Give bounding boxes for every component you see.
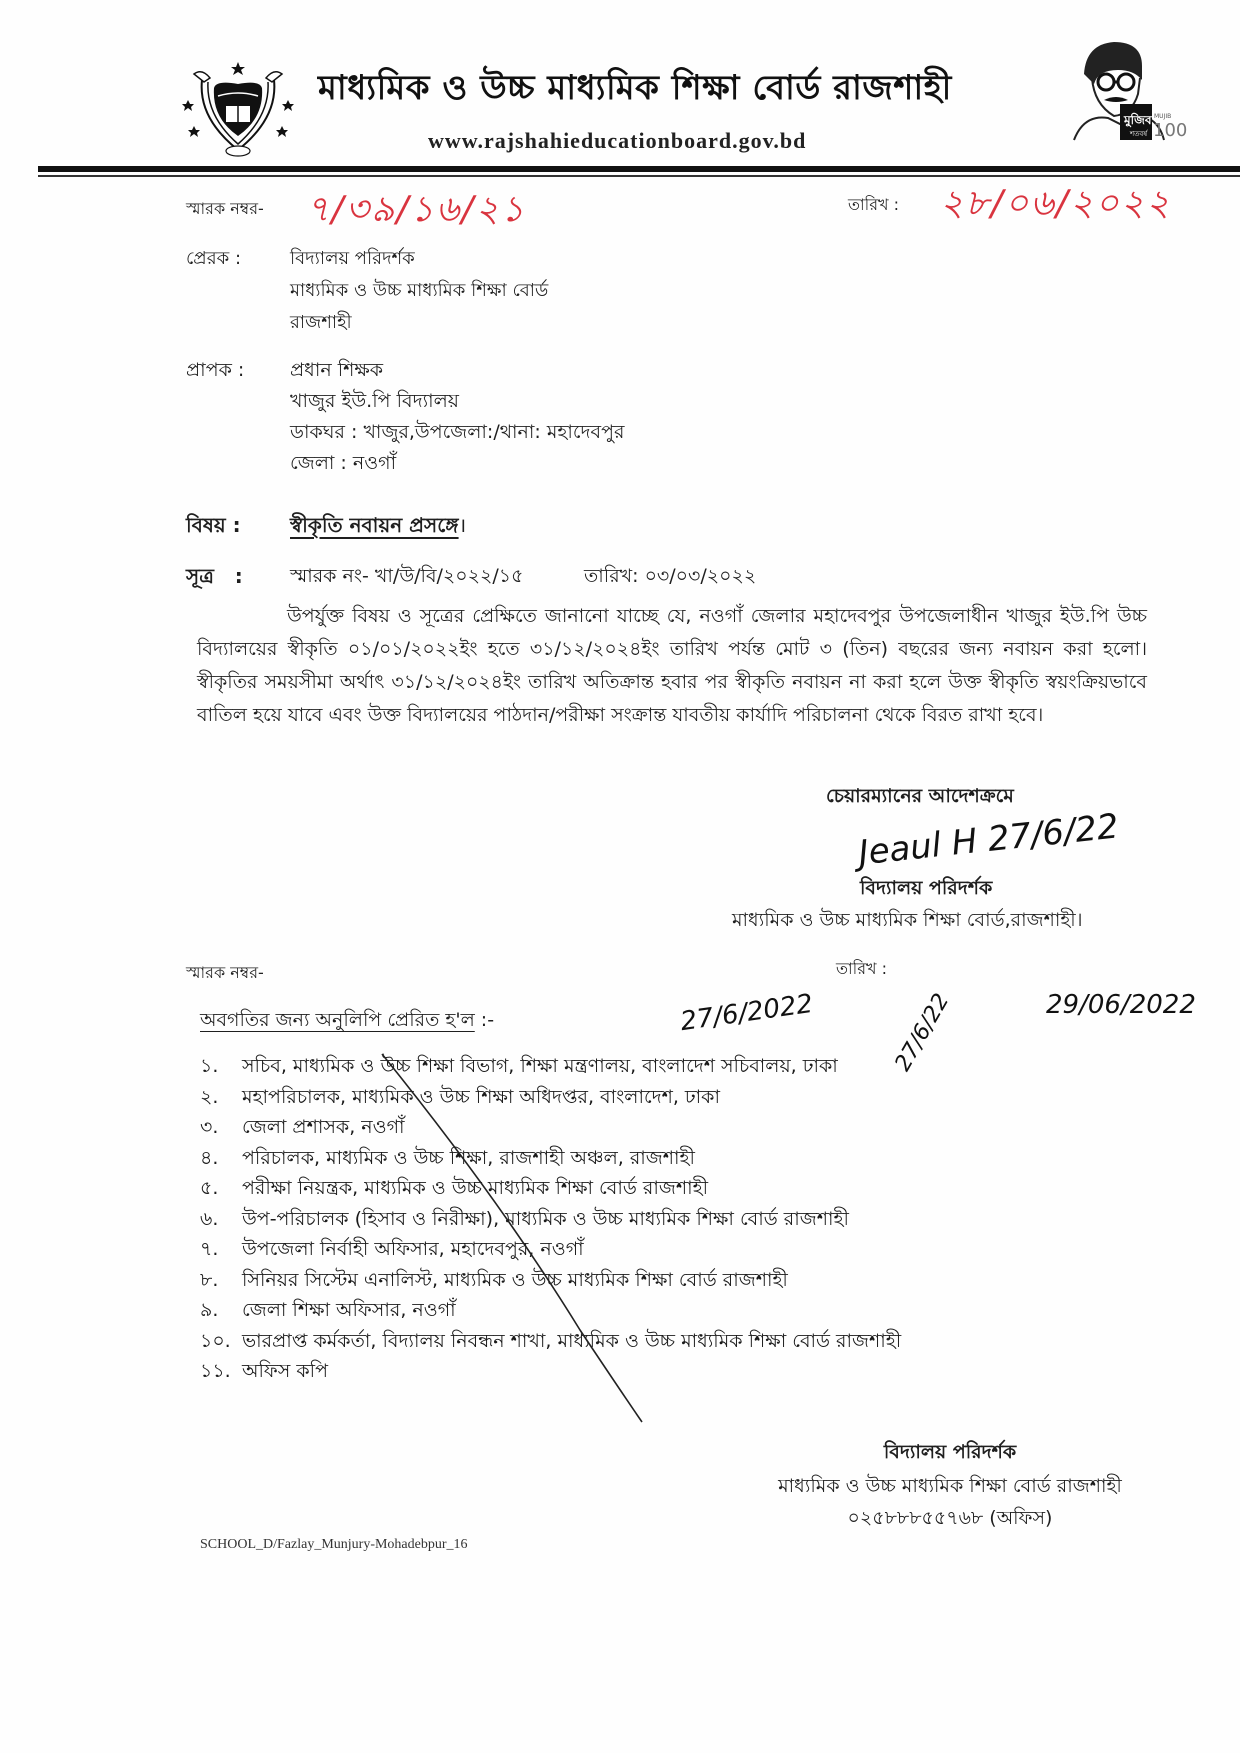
memo-number-handwritten: ৭/৩৯/১৬/২১ (306, 189, 527, 230)
reference-memo: স্মারক নং- খা/উ/বি/২০২২/১৫ (290, 565, 524, 587)
signatory-title: বিদ্যালয় পরিদর্শক (860, 877, 993, 899)
reference-date: তারিখ: ০৩/০৩/২০২২ (584, 565, 757, 587)
svg-text:মুজিব: মুজিব (1124, 113, 1152, 127)
cc-item: ৭. উপজেলা নির্বাহী অফিসার, মহাদেবপুর, নওগাঁ (200, 1238, 584, 1260)
svg-text:100: 100 (1153, 120, 1188, 141)
cc-item: ৫. পরীক্ষা নিয়ন্ত্রক, মাধ্যমিক ও উচ্চ মাধ্যমিক শিক্ষা বোর্ড রাজশাহী (200, 1177, 709, 1199)
cc-item: ১০. ভারপ্রাপ্ত কর্মকর্তা, বিদ্যালয় নিবন্ধন শাখা, মাধ্যমিক ও উচ্চ মাধ্যমিক শিক্ষা বোর্ড রাজশাহী (200, 1329, 902, 1352)
recipient-label: প্রাপক : (186, 359, 245, 381)
recipient-block (290, 356, 624, 480)
board-website: www.rajshahieducationboard.gov.bd (428, 128, 807, 153)
cc-item: ১১. অফিস কপি (200, 1360, 328, 1382)
board-emblem-icon (178, 58, 298, 158)
cc-item: ৪. পরিচালক, মাধ্যমিক ও উচ্চ শিক্ষা, রাজশাহী অঞ্চল, রাজশাহী (200, 1146, 695, 1169)
date-label: তারিখ : (848, 195, 900, 214)
signatory-org: মাধ্যমিক ও উচ্চ মাধ্যমিক শিক্ষা বোর্ড,রাজশাহী। (732, 909, 1083, 931)
svg-text:MUJIB: MUJIB (1154, 113, 1172, 120)
recipient-line: ডাকঘর : খাজুর,উপজেলা:/থানা: মহাদেবপুর (290, 421, 625, 443)
memo-label: স্মারক নম্বর- (186, 199, 264, 218)
subject-text: স্বীকৃতি নবায়ন প্রসঙ্গে (290, 513, 459, 537)
signatory-2-title: বিদ্যালয় পরিদর্শক (883, 1441, 1017, 1463)
header-rule (38, 166, 1240, 172)
cc-item: ৩. জেলা প্রশাসক, নওগাঁ (200, 1116, 405, 1138)
cc-heading-suffix: :- (474, 1009, 495, 1031)
subject-end: । (458, 513, 467, 537)
signatory-2-phone: ০২৫৮৮৮৫৫৭৬৮ (অফিস) (847, 1507, 1053, 1529)
recipient-line: খাজুর ইউ.পি বিদ্যালয় (290, 390, 459, 412)
order-line: চেয়ারম্যানের আদেশক্রমে (826, 785, 1014, 807)
pen-stroke-mark (380, 1050, 680, 1430)
signature-handwritten: Jeaul H 27/6/22 (856, 806, 1121, 874)
reference-label: সূত্র : (186, 564, 243, 588)
signatory-2-org: মাধ্যমিক ও উচ্চ মাধ্যমিক শিক্ষা বোর্ড রাজশাহী (778, 1475, 1122, 1497)
sender-line: বিদ্যালয় পরিদর্শক (290, 248, 415, 269)
mujib-100-portrait-icon (1064, 34, 1188, 144)
sender-line: রাজশাহী (290, 312, 352, 333)
initials-handwritten-3: 29/06/2022 (1046, 990, 1196, 1020)
memo-2-label: স্মারক নম্বর- (186, 963, 264, 982)
memo-2-date-label: তারিখ : (836, 959, 888, 978)
cc-heading (200, 1006, 494, 1038)
sender-block (290, 244, 548, 340)
cc-item: ৯. জেলা শিক্ষা অফিসার, নওগাঁ (200, 1299, 456, 1321)
svg-text:শতবর্ষ: শতবর্ষ (1130, 130, 1148, 138)
cc-item: ৮. সিনিয়র সিস্টেম এনালিস্ট, মাধ্যমিক ও উচ্চ মাধ্যমিক শিক্ষা বোর্ড রাজশাহী (200, 1268, 788, 1291)
recipient-line: প্রধান শিক্ষক (290, 359, 384, 381)
date-handwritten: ২৮/০৬/২০২২ (940, 183, 1172, 224)
subject-label: বিষয় : (186, 513, 241, 537)
cc-item: ২. মহাপরিচালক, মাধ্যমিক ও উচ্চ শিক্ষা অধিদপ্তর, বাংলাদেশ, ঢাকা (200, 1085, 720, 1108)
sender-label: প্রেরক : (186, 248, 242, 269)
cc-heading-text: অবগতির জন্য অনুলিপি প্রেরিত হ'ল (200, 1009, 475, 1031)
document-code: SCHOOL_D/Fazlay_Munjury-Mohadebpur_16 (200, 1537, 468, 1552)
letter-body: উপর্যুক্ত বিষয় ও সূত্রের প্রেক্ষিতে জানানো যাচ্ছে যে, নওগাঁ জেলার মহাদেবপুর উপজেলাধীন খাজুর ইউ.পি উচ্চ বিদ্যালয়ের স্বীকৃতি ০১/০১/২০২২ইং হতে ৩১/১২/২০২৪ইং তারিখ পর্যন্ত মোট ৩ (তিন) বছরের জন্য নবায়ন করা হলো। স্বীকৃতির সময়সীমা অর্থাৎ ৩১/১২/২০২৪ইং তারিখ অতিক্রান্ত হবার পর স্বীকৃতি নবায়ন না করা হলে উক্ত স্বীকৃতি স্বয়ংক্রিয়ভাবে বাতিল হয়ে যাবে এবং উক্ত বিদ্যালয়ের পাঠদান/পরীক্ষা সংক্রান্ত যাবতীয় কার্যাদি পরিচালনা থেকে বিরত রাখা হবে। (197, 605, 1147, 726)
board-title: মাধ্যমিক ও উচ্চ মাধ্যমিক শিক্ষা বোর্ড রাজশাহী (318, 68, 952, 108)
recipient-line: জেলা : নওগাঁ (290, 452, 397, 474)
initials-handwritten-1: 27/6/2022 (678, 988, 815, 1038)
initials-handwritten-2: 27/6/22 (890, 989, 955, 1076)
subject-line (290, 511, 466, 544)
cc-item: ১. সচিব, মাধ্যমিক ও উচ্চ শিক্ষা বিভাগ, শিক্ষা মন্ত্রণালয়, বাংলাদেশ সচিবালয়, ঢাকা (200, 1055, 838, 1077)
sender-line: মাধ্যমিক ও উচ্চ মাধ্যমিক শিক্ষা বোর্ড (290, 280, 549, 301)
cc-item: ৬. উপ-পরিচালক (হিসাব ও নিরীক্ষা), মাধ্যমিক ও উচ্চ মাধ্যমিক শিক্ষা বোর্ড রাজশাহী (200, 1207, 849, 1230)
